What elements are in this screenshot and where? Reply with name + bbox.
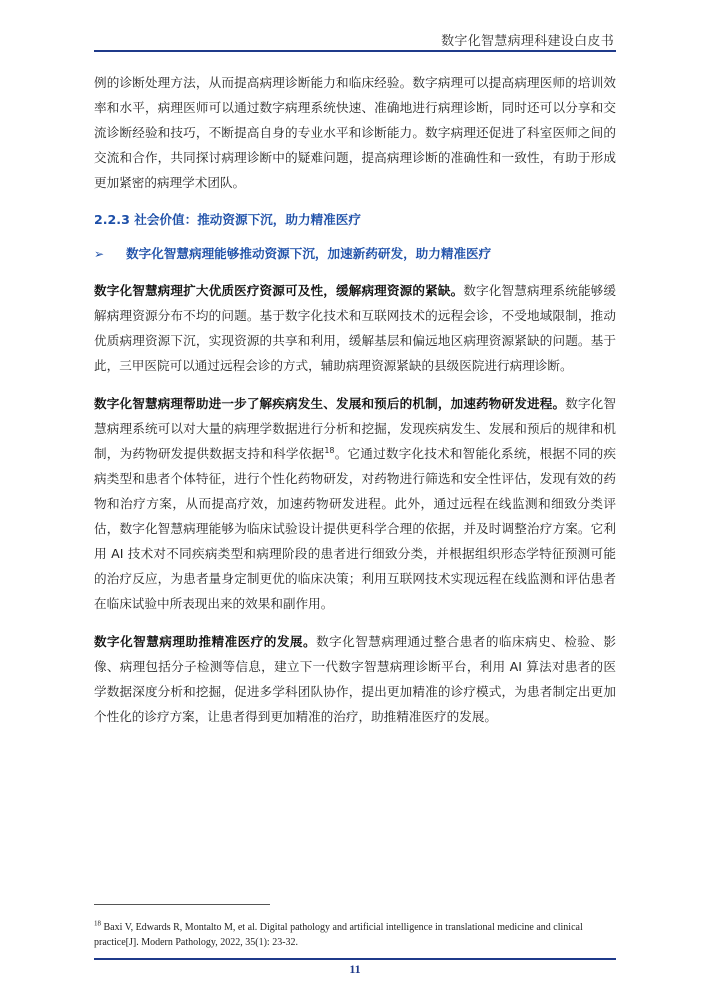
footer-divider [94,958,616,960]
footnote-divider [94,904,270,905]
page-number: 11 [349,962,361,976]
footnote-reference: 18 [324,445,335,455]
paragraph-text: 数字化智慧病理系统能够缓解病理资源分布不均的问题。基于数字化技术和互联网技术的远程会诊，不受地域限制，推动优质病理资源下沉，实现资源的共享和利用，缓解基层和偏远地区病理资源紧缺的问题。基于此，三甲医院可以通过远程会诊的方式，辅助病理资源紧缺的县级医院进行病理诊断。 [94,283,617,373]
footnote [94,920,616,950]
section-heading: 2.2.3 社会价值：推动资源下沉，助力精准医疗 [94,212,361,227]
paragraph-text: 数字化智慧病理系统可以对大量的病理学数据进行分析和挖掘，发现疾病发生、发展和预后的规律和机制，为药物研发提供数据支持和科学依据 [94,396,617,461]
paragraph-lead: 数字化智慧病理助推精准医疗的发展。 [94,634,317,649]
footnote-number: 18 [94,919,101,928]
arrow-bullet-icon: ➢ [94,247,105,261]
bullet-heading [94,242,616,266]
header-title: 数字化智慧病理科建设白皮书 [441,34,614,49]
paragraph-drug-development [94,391,616,616]
bullet-heading-text: 数字化智慧病理能够推动资源下沉，加速新药研发，助力精准医疗 [126,246,492,261]
paragraph-lead: 数字化智慧病理帮助进一步了解疾病发生、发展和预后的机制，加速药物研发进程。 [94,396,566,411]
paragraph-text: 。它通过数字化技术和智能化系统，根据不同的疾病类型和患者个体特征，进行个性化药物研发，对药物进行筛选和安全性评估，发现有效的药物和治疗方案，从而提高疗效，加速药物研发进程。此外，通过远程在线监测和细致分类评估，数字化智慧病理能够为临床试验设计提供更科学合理的依据，并及时调整治疗方案。它利用 AI 技术对不同疾病类型和病理阶段的患者进行细致分类，并根据组织形态学特征预测可能的治疗反应，为患者量身定制更优的临床决策；利用互联网技术实现远程在线监测和评估患者在临床试验中所表现出来的效果和副作用。 [94,446,617,611]
header-divider [94,50,616,52]
paragraph-precision-medicine [94,629,616,729]
paragraph-lead: 数字化智慧病理扩大优质医疗资源可及性，缓解病理资源的紧缺。 [94,283,464,298]
paragraph-text: 数字化智慧病理通过整合患者的临床病史、检验、影像、病理包括分子检测等信息，建立下一代数字智慧病理诊断平台，利用 AI 算法对患者的医学数据深度分析和挖掘，促进多学科团队协作，提出更加精准的诊疗模式，为患者制定出更加个性化的诊疗方案，让患者得到更加精准的治疗，助推精准医疗的发展。 [94,634,617,724]
paragraph-resource-access [94,278,616,378]
main-content [94,70,616,742]
footnote-text: Baxi V, Edwards R, Montalto M, et al. Digital pathology and artificial intelligence in translational medicine and clinical practice[J]. Modern Pathology, 2022, 35(1): 23-32. [94,922,583,948]
intro-paragraph: 例的诊断处理方法，从而提高病理诊断能力和临床经验。数字病理可以提高病理医师的培训效率和水平，病理医师可以通过数字病理系统快速、准确地进行病理诊断，同时还可以分享和交流诊断经验和技巧，不断提高自身的专业水平和诊断能力。数字病理还促进了科室医师之间的交流和合作，共同探讨病理诊断中的疑难问题，提高病理诊断的准确性和一致性，有助于形成更加紧密的病理学术团队。 [94,75,616,190]
